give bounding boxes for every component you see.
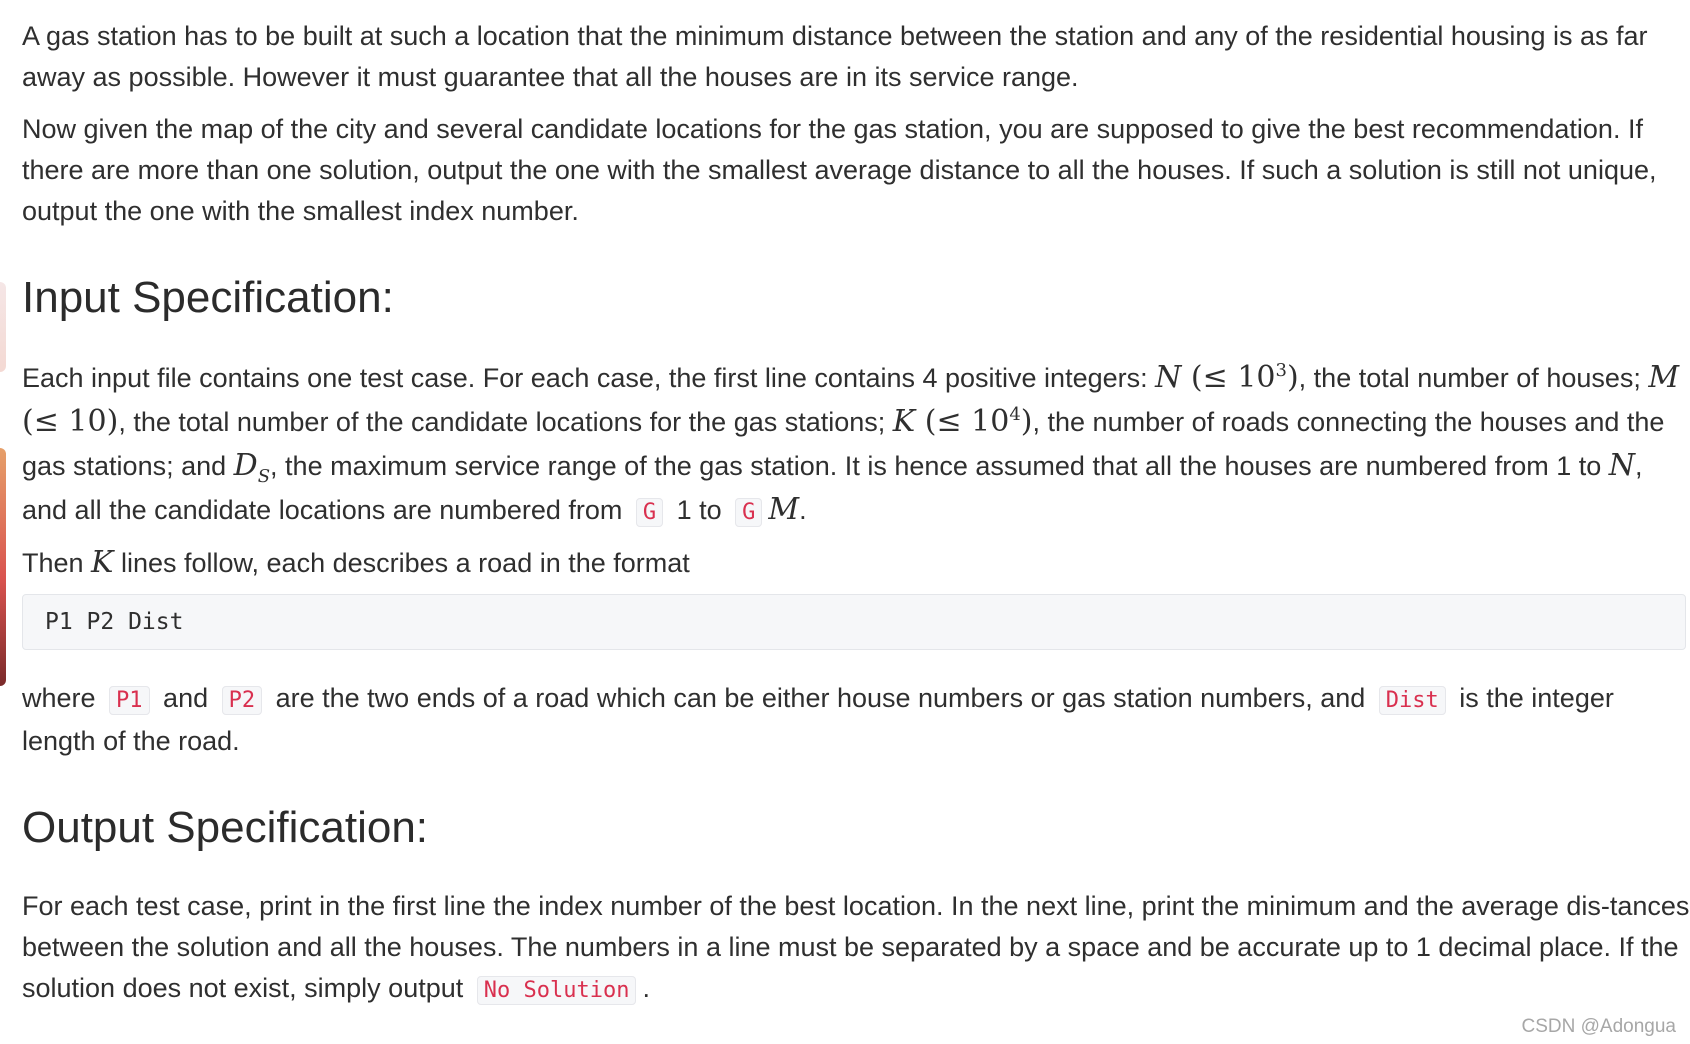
input-specification-paragraph: Each input file contains one test case. For each case, the first line contains 4 positive integers: N (≤ $10^3$), the total number of houses; M (≤ 10), the total number of the candidate locations for the gas stations; K (≤ $10^4$), the number of roads connecting the houses and the gas stations; and $D_S$, the maximum service range of the gas station. It is hence assumed that all the houses are numbered from 1 to N, and all the candidate locations are numbered from G 1 to G M. bbox=[22, 360, 1680, 527]
then-paragraph: Then K lines follow, each describes a road in the format bbox=[22, 545, 690, 580]
inline-code-P1: P1 bbox=[109, 686, 150, 715]
input-specification-heading: Input Specification: bbox=[22, 273, 394, 322]
problem-statement bbox=[22, 10, 1690, 1011]
output-specification-paragraph: For each test case, print in the first line the index number of the best location. In the next line, print the minimum and the average dis-tances between the solution and all the houses. The numbers in a line must be separated by a space and be accurate up to 1 decimal place. If the solution does not exist, simply output No Solution . bbox=[22, 891, 1690, 1003]
intro-paragraph-2: Now given the map of the city and several candidate locations for the gas station, you are supposed to give the best recommendation. If there are more than one solution, output the one with the smallest average distance to all the houses. If such a solution is still not unique, output the one with the smallest index number. bbox=[22, 114, 1657, 226]
inline-code-no-solution: No Solution bbox=[477, 976, 637, 1005]
math-Ds: $D_S$ bbox=[233, 448, 271, 487]
intro-paragraph-1: A gas station has to be built at such a location that the minimum distance between the station and any of the residential housing is as far away as possible. However it must guarantee that all the houses are in its service range. bbox=[22, 21, 1648, 92]
output-specification-heading: Output Specification: bbox=[22, 803, 429, 852]
math-M: M (≤ 10) bbox=[22, 360, 1680, 439]
road-format-code-block: P1 P2 Dist bbox=[22, 594, 1686, 650]
math-M-2: M bbox=[768, 492, 800, 527]
inline-code-G-2: G bbox=[735, 498, 762, 527]
left-decoration-strip bbox=[0, 282, 6, 372]
math-K: K (≤ $10^4$) bbox=[892, 404, 1033, 439]
math-N-2: N bbox=[1608, 448, 1635, 483]
left-decoration-strip bbox=[0, 448, 6, 686]
inline-code-G: G bbox=[636, 498, 663, 527]
math-N: N (≤ $10^3$) bbox=[1155, 360, 1299, 395]
where-paragraph: where P1 and P2 are the two ends of a road which can be either house numbers or gas station numbers, and Dist is the integer length of the road. bbox=[22, 683, 1614, 756]
math-K-2: K bbox=[91, 545, 114, 580]
watermark: CSDN @Adongua bbox=[1521, 1016, 1676, 1037]
inline-code-Dist: Dist bbox=[1379, 686, 1446, 715]
inline-code-P2: P2 bbox=[222, 686, 263, 715]
